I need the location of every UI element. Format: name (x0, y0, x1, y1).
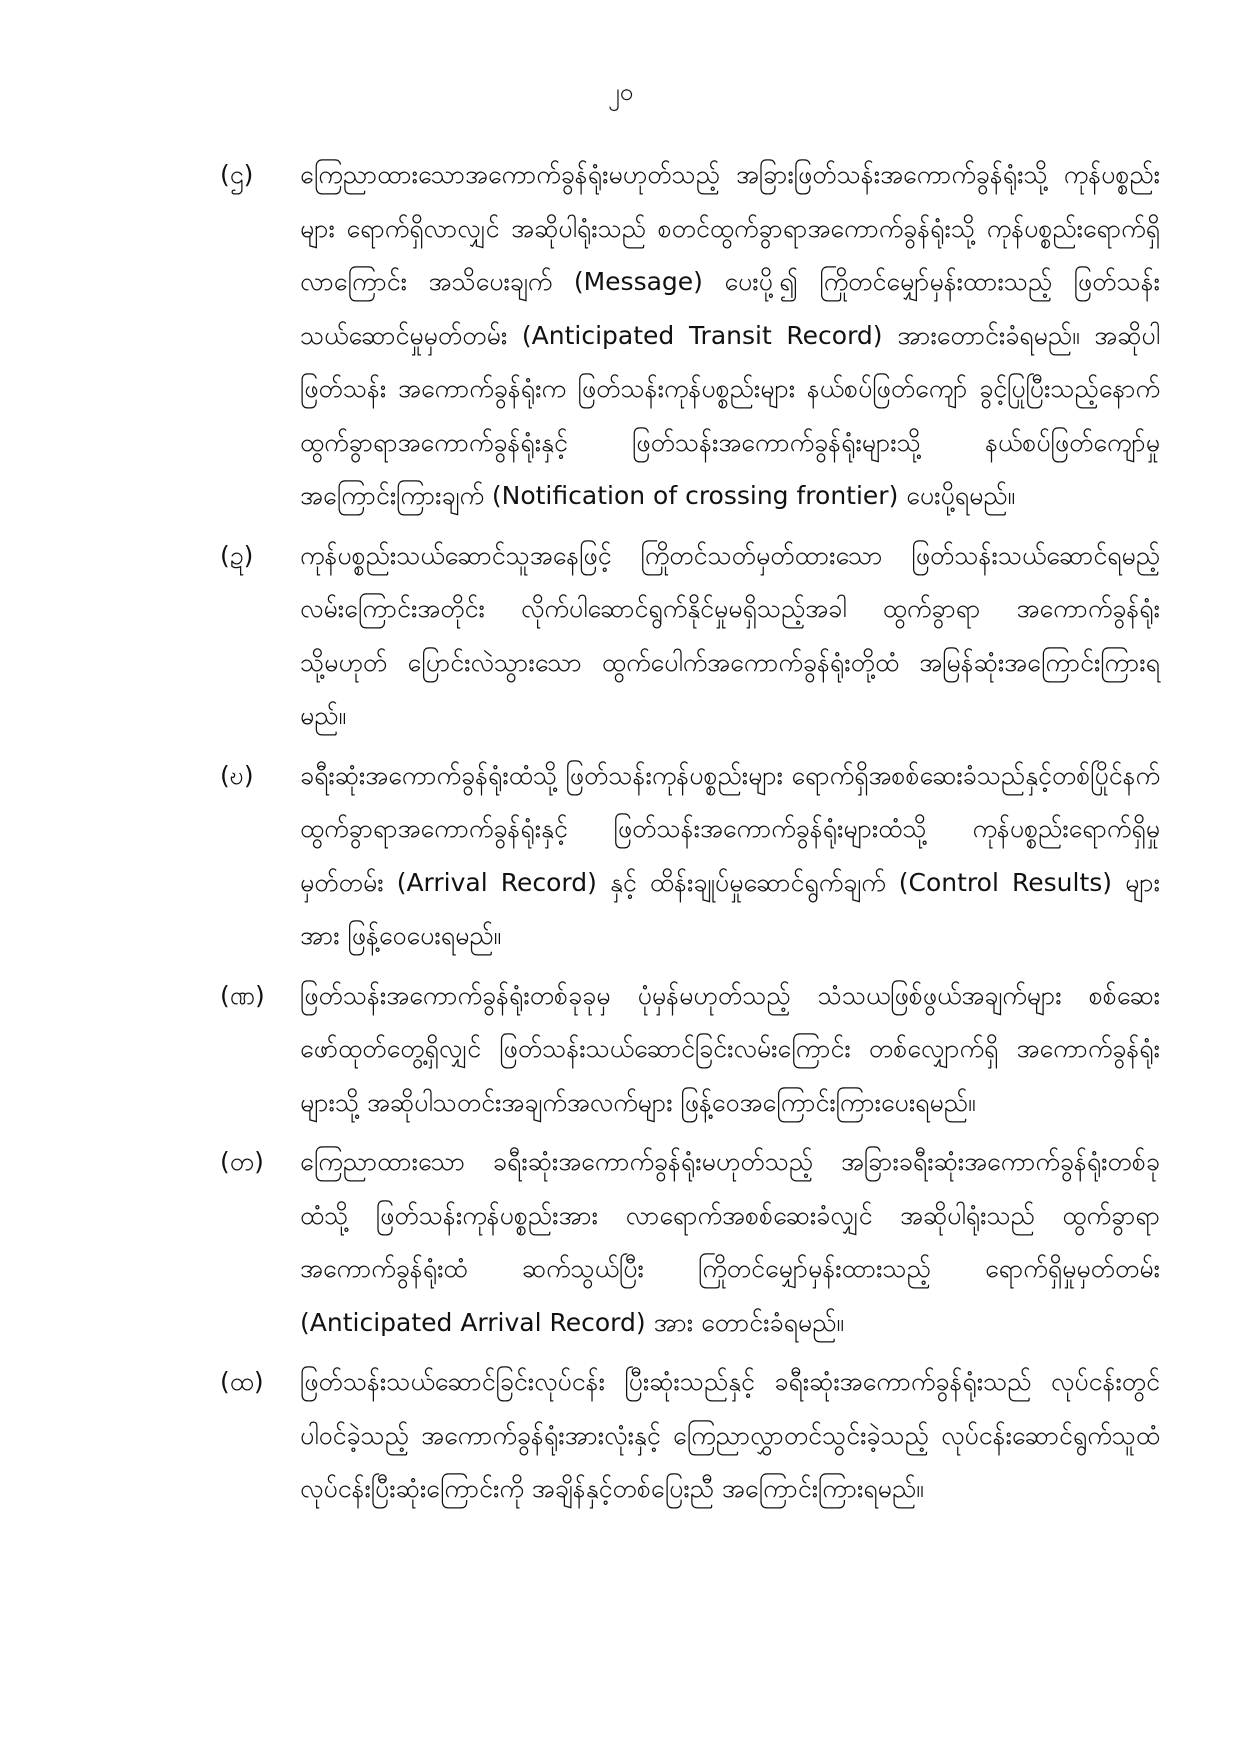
clause-label: (ဎ) (220, 760, 254, 790)
clause-item (220, 1355, 1160, 1516)
clause-text: ကုန်ပစ္စည်းသယ်ဆောင်သူအနေဖြင့် ကြိုတင်သတ်မှတ်ထားသော ဖြတ်သန်းသယ်ဆောင်ရမည့် လမ်းကြောင်းအတိုင်း လိုက်ပါဆောင်ရွက်နိုင်မှုမရှိသည့်အခါ ထွက်ခွာရာ အကောက်ခွန်ရုံး သို့မဟုတ် ပြောင်းလဲသွားသော ထွက်ပေါက်အကောက်ခွန်ရုံးတို့ထံ အမြန်ဆုံးအကြောင်းကြားရမည်။ (300, 540, 1160, 730)
clause-label: (တ) (220, 1147, 264, 1176)
clause-label: (ဍ) (220, 540, 254, 570)
clause-item (220, 749, 1160, 963)
clause-item (220, 529, 1160, 743)
clause-label: (ဌ) (220, 160, 254, 189)
clause-item (220, 148, 1160, 523)
clause-text: ကြေညာထားသော ခရီးဆုံးအကောက်ခွန်ရုံးမဟုတ်သည့် အခြားခရီးဆုံးအကောက်ခွန်ရုံးတစ်ခုထံသို့ ဖြတ်သန်းကုန်ပစ္စည်းအား လာရောက်အစစ်ဆေးခံလျှင် အဆိုပါရုံးသည် ထွက်ခွာရာအကောက်ခွန်ရုံးထံ ဆက်သွယ်ပြီး ကြိုတင်မျှော်မှန်းထားသည့် ရောက်ရှိမှုမှတ်တမ်း (Anticipated Arrival Record) အား တောင်းခံရမည်။ (300, 1147, 1160, 1337)
page-number: ၂၀ (607, 78, 634, 106)
clause-text: ဖြတ်သန်းသယ်ဆောင်ခြင်းလုပ်ငန်း ပြီးဆုံးသည်နှင့် ခရီးဆုံးအကောက်ခွန်ရုံးသည် လုပ်ငန်းတွင်ပါဝင်ခဲ့သည့် အကောက်ခွန်ရုံးအားလုံးနှင့် ကြေညာလွှာတင်သွင်းခဲ့သည့် လုပ်ငန်းဆောင်ရွက်သူထံ လုပ်ငန်းပြီးဆုံးကြောင်းကို အချိန်နှင့်တစ်ပြေးညီ အကြောင်းကြားရမည်။ (300, 1367, 1160, 1503)
clause-label: (ဏ) (220, 980, 265, 1010)
clause-item (220, 1135, 1160, 1349)
clause-text: ကြေညာထားသောအကောက်ခွန်ရုံးမဟုတ်သည့် အခြားဖြတ်သန်းအကောက်ခွန်ရုံးသို့ ကုန်ပစ္စည်းများ ရောက်ရှိလာလျှင် အဆိုပါရုံးသည် စတင်ထွက်ခွာရာအကောက်ခွန်ရုံးသို့ ကုန်ပစ္စည်းရောက်ရှိလာကြောင်း အသိပေးချက် (Message) ပေးပို့၍ ကြိုတင်မျှော်မှန်းထားသည့် ဖြတ်သန်းသယ်ဆောင်မှုမှတ်တမ်း (Anticipated Transit Record) အားတောင်းခံရမည်။ အဆိုပါဖြတ်သန်း အကောက်ခွန်ရုံးက ဖြတ်သန်းကုန်ပစ္စည်းများ နယ်စပ်ဖြတ်ကျော် ခွင့်ပြုပြီးသည့်နောက် ထွက်ခွာရာအကောက်ခွန်ရုံးနှင့် ဖြတ်သန်းအကောက်ခွန်ရုံးများသို့ နယ်စပ်ဖြတ်ကျော်မှုအကြောင်းကြားချက် (Notification of crossing frontier) ပေးပို့ရမည်။ (300, 160, 1160, 510)
clause-list (220, 148, 1160, 1522)
clause-text: ခရီးဆုံးအကောက်ခွန်ရုံးထံသို့ ဖြတ်သန်းကုန်ပစ္စည်းများ ရောက်ရှိအစစ်ဆေးခံသည်နှင့်တစ်ပြိုင်နက် ထွက်ခွာရာအကောက်ခွန်ရုံးနှင့် ဖြတ်သန်းအကောက်ခွန်ရုံးများထံသို့ ကုန်ပစ္စည်းရောက်ရှိမှုမှတ်တမ်း (Arrival Record) နှင့် ထိန်းချုပ်မှုဆောင်ရွက်ချက် (Control Results) များအား ဖြန့်ဝေပေးရမည်။ (300, 760, 1160, 950)
clause-item (220, 969, 1160, 1130)
clause-text: ဖြတ်သန်းအကောက်ခွန်ရုံးတစ်ခုခုမှ ပုံမှန်မဟုတ်သည့် သံသယဖြစ်ဖွယ်အချက်များ စစ်ဆေးဖော်ထုတ်တွေ့ရှိလျှင် ဖြတ်သန်းသယ်ဆောင်ခြင်းလမ်းကြောင်း တစ်လျှောက်ရှိ အကောက်ခွန်ရုံးများသို့ အဆိုပါသတင်းအချက်အလက်များ ဖြန့်ဝေအကြောင်းကြားပေးရမည်။ (300, 980, 1160, 1117)
clause-label: (ထ) (220, 1367, 264, 1396)
